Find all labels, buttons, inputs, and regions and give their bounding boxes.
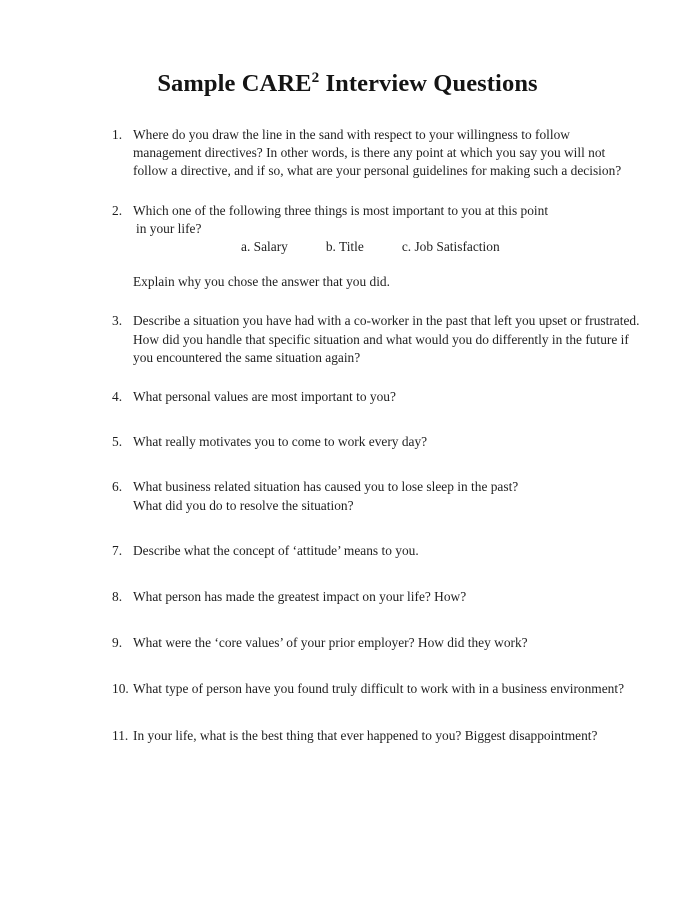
question-body-1 [133, 126, 640, 181]
page-title-suffix: Interview Questions [319, 70, 538, 98]
question-body-2 [133, 202, 640, 292]
question-body-5 [133, 433, 640, 451]
question-item-3 [112, 312, 640, 367]
question-text-4: What personal values are most important to you? [133, 389, 396, 405]
question-body-11 [133, 727, 640, 745]
question-gap [112, 606, 640, 634]
question-text-10: What type of person have you found truly difficult to work with in a business environment? [133, 681, 625, 697]
question-text-6-line2: What did you do to resolve the situation? [133, 497, 354, 513]
page-title-superscript: 2 [311, 69, 320, 87]
question-body-7 [133, 542, 640, 560]
question-body-6 [133, 478, 640, 514]
question-item-2 [112, 202, 640, 292]
question-text-8: What person has made the greatest impact on your life? How? [133, 589, 467, 605]
question-item-6 [112, 478, 640, 514]
question-number-2: 2. [112, 202, 123, 218]
question-number-1: 1. [112, 127, 123, 142]
question-text-11: In your life, what is the best thing that ever happened to you? Biggest disappointment? [133, 727, 598, 743]
question-gap [112, 291, 640, 312]
question-item-5 [112, 433, 640, 451]
question-number-8: 8. [112, 589, 123, 605]
question-gap [112, 181, 640, 202]
question-number-6: 6. [112, 479, 123, 495]
question-2-followup: Explain why you chose the answer that you did. [133, 274, 390, 290]
question-text-3: Describe a situation you have had with a co-worker in the past that left you upset or frustrated. How did you handle that specific situation and what would you do differently in the future if you encountered the same situation again? [133, 313, 640, 365]
question-text-1: Where do you draw the line in the sand with respect to your willingness to follow management directives? In other words, is there any point at which you say you will not follow a directive, and if so, what are your personal guidelines for making such a decision? [133, 127, 622, 179]
option-a-salary: a. Salary [241, 239, 288, 255]
question-gap [112, 367, 640, 388]
question-body-9 [133, 634, 640, 652]
question-item-8 [112, 588, 640, 606]
question-gap [112, 515, 640, 542]
question-item-7 [112, 542, 640, 560]
question-gap [112, 406, 640, 433]
interview-question-list [112, 126, 640, 745]
question-body-8 [133, 588, 640, 606]
question-text-6: What business related situation has caused you to lose sleep in the past? [133, 479, 519, 495]
question-text-2: Which one of the following three things is most important to you at this point [133, 202, 549, 218]
question-text-7: Describe what the concept of ‘attitude’ means to you. [133, 542, 419, 558]
question-body-10 [133, 680, 640, 698]
question-number-11: 11. [112, 727, 129, 743]
question-number-7: 7. [112, 542, 123, 558]
question-gap [112, 652, 640, 680]
question-gap [112, 451, 640, 478]
question-item-1 [112, 126, 640, 181]
option-c-job-satisfaction: c. Job Satisfaction [401, 239, 500, 255]
question-2-options [133, 238, 640, 256]
question-number-9: 9. [112, 635, 123, 651]
page-title [0, 70, 695, 98]
page-title-prefix: Sample CARE [157, 70, 312, 98]
question-text-9: What were the ‘core values’ of your prior employer? How did they work? [133, 635, 528, 651]
question-item-4 [112, 388, 640, 406]
question-gap [112, 560, 640, 588]
question-number-3: 3. [112, 313, 123, 329]
question-item-9 [112, 634, 640, 652]
question-number-5: 5. [112, 434, 123, 450]
question-text-5: What really motivates you to come to work every day? [133, 434, 428, 450]
question-number-10: 10. [112, 681, 129, 697]
question-item-11 [112, 727, 640, 745]
question-number-4: 4. [112, 389, 123, 405]
question-body-4 [133, 388, 640, 406]
question-text-2-line2: in your life? [136, 220, 202, 236]
question-body-3 [133, 312, 640, 367]
question-gap [112, 699, 640, 727]
option-b-title: b. Title [325, 239, 364, 255]
question-item-10 [112, 680, 640, 698]
